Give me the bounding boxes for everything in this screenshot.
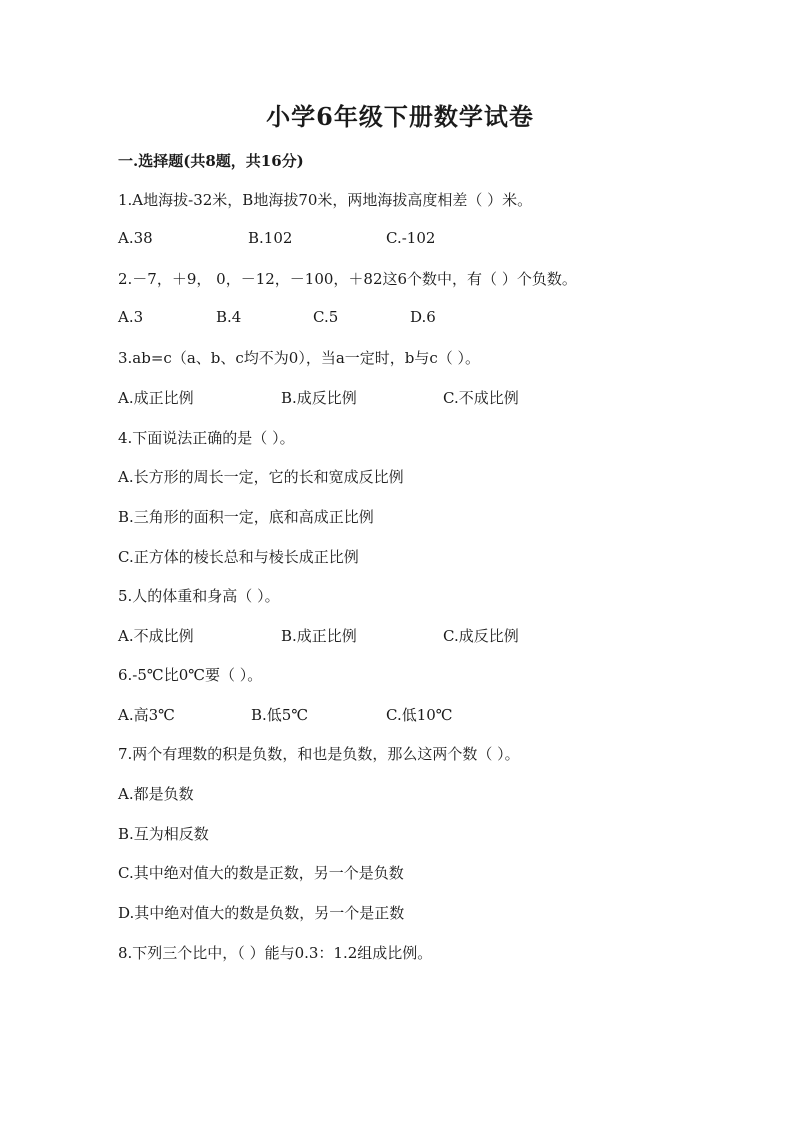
option-a: A.38 (118, 229, 153, 247)
option-c: C.不成比例 (443, 389, 519, 407)
option-b: B.102 (248, 229, 293, 247)
question-4-option-b: B.三角形的面积一定，底和高成正比例 (118, 508, 374, 526)
question-5-stem: 5.人的体重和身高（ ）。 (118, 587, 280, 605)
question-3-stem: 3.ab=c（a、b、c均不为0），当a一定时，b与c（ ）。 (118, 349, 481, 367)
option-b: B.低5℃ (251, 706, 309, 724)
question-7-stem: 7.两个有理数的积是负数，和也是负数，那么这两个数（ ）。 (118, 745, 520, 763)
question-4-stem: 4.下面说法正确的是（ ）。 (118, 429, 295, 447)
question-8-stem: 8.下列三个比中，（ ）能与0.3：1.2组成比例。 (118, 944, 433, 962)
option-a: A.高3℃ (118, 706, 175, 724)
question-1-stem: 1.A地海拔-32米，B地海拔70米，两地海拔高度相差（ ）米。 (118, 191, 533, 209)
section-heading: 一.选择题(共8题，共16分) (118, 152, 304, 170)
question-2-stem: 2.－7，＋9， 0，－12，－100，＋82这6个数中，有（ ）个负数。 (118, 270, 577, 288)
question-7-option-c: C.其中绝对值大的数是正数，另一个是负数 (118, 864, 404, 882)
option-a: A.不成比例 (118, 627, 194, 645)
option-b: B.成反比例 (281, 389, 357, 407)
page-title: 小学6年级下册数学试卷 (266, 102, 534, 131)
option-c: C.-102 (386, 229, 436, 247)
option-b: B.4 (216, 308, 242, 326)
question-6-stem: 6.-5℃比0℃要（ ）。 (118, 666, 263, 684)
question-4-option-a: A.长方形的周长一定，它的长和宽成反比例 (118, 468, 404, 486)
question-7-option-b: B.互为相反数 (118, 825, 209, 843)
option-a: A.3 (118, 308, 144, 326)
question-4-option-c: C.正方体的棱长总和与棱长成正比例 (118, 548, 359, 566)
option-c: C.5 (313, 308, 339, 326)
question-7-option-d: D.其中绝对值大的数是负数，另一个是正数 (118, 904, 405, 922)
option-d: D.6 (410, 308, 436, 326)
option-c: C.低10℃ (386, 706, 453, 724)
option-a: A.成正比例 (118, 389, 194, 407)
question-7-option-a: A.都是负数 (118, 785, 194, 803)
option-b: B.成正比例 (281, 627, 357, 645)
option-c: C.成反比例 (443, 627, 519, 645)
